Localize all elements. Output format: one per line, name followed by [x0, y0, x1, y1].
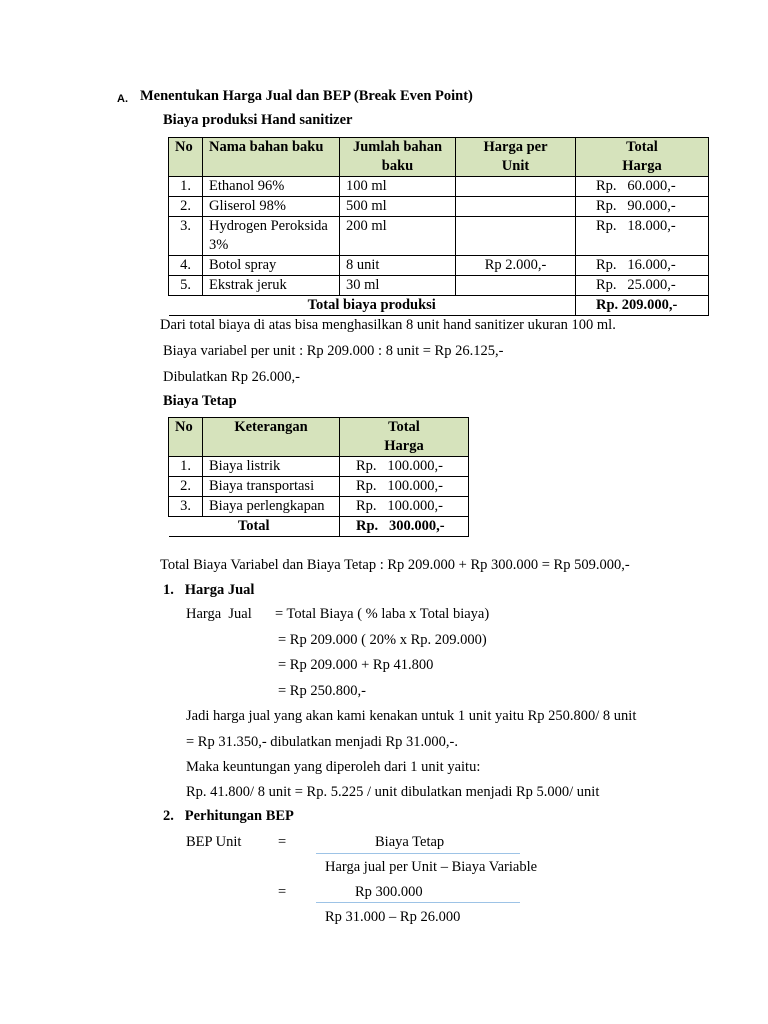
cell-price: Rp 2.000,- [456, 256, 576, 276]
section-title: Menentukan Harga Jual dan BEP (Break Even Point) [140, 88, 473, 104]
cell-name: Hydrogen Peroksida 3% [203, 217, 340, 256]
cell-desc: Biaya listrik [203, 457, 340, 477]
cell-desc: Biaya perlengkapan [203, 497, 340, 517]
cell-qty: 30 ml [340, 276, 456, 296]
cell-total: Rp. 18.000,- [576, 217, 709, 256]
harga-jual-line1: = Total Biaya ( % laba x Total biaya) [275, 606, 490, 622]
fraction-line-1 [316, 853, 520, 854]
cell-qty: 100 ml [340, 177, 456, 197]
cell-no: 2. [169, 197, 203, 217]
production-heading: Biaya produksi Hand sanitizer [163, 112, 353, 128]
paragraph-output: Dari total biaya di atas bisa menghasilkan 8 unit hand sanitizer ukuran 100 ml. [160, 317, 616, 333]
cell-price [456, 217, 576, 256]
table-row [169, 457, 469, 477]
cell-name: Ekstrak jeruk [203, 276, 340, 296]
col-header-desc: Keterangan [203, 418, 340, 457]
footer-total: Rp. 300.000,- [340, 517, 469, 537]
bep-numerator-1: Biaya Tetap [375, 834, 445, 850]
cell-total: Rp. 100.000,- [340, 477, 469, 497]
table-header-row [169, 138, 709, 177]
table-row [169, 177, 709, 197]
table-footer-row [169, 296, 709, 316]
section-marker: A. [117, 93, 128, 105]
table-header-row [169, 418, 469, 457]
col-header-name: Nama bahan baku [203, 138, 340, 177]
table-row [169, 497, 469, 517]
profit-intro: Maka keuntungan yang diperoleh dari 1 unit yaitu: [186, 759, 481, 775]
table-row [169, 197, 709, 217]
cell-price [456, 177, 576, 197]
cell-qty: 8 unit [340, 256, 456, 276]
cell-name: Gliserol 98% [203, 197, 340, 217]
cell-qty: 200 ml [340, 217, 456, 256]
table-row [169, 256, 709, 276]
footer-total: Rp. 209.000,- [576, 296, 709, 316]
cell-desc: Biaya transportasi [203, 477, 340, 497]
paragraph-rounded: Dibulatkan Rp 26.000,- [163, 369, 300, 385]
table-row [169, 477, 469, 497]
bep-label: BEP Unit [186, 834, 242, 850]
harga-jual-conclusion2: = Rp 31.350,- dibulatkan menjadi Rp 31.000,-. [186, 734, 458, 750]
col-header-price: Harga per Unit [456, 138, 576, 177]
cell-total: Rp. 100.000,- [340, 497, 469, 517]
bep-equals-2: = [278, 884, 287, 900]
cell-total: Rp. 90.000,- [576, 197, 709, 217]
harga-jual-line2: = Rp 209.000 ( 20% x Rp. 209.000) [278, 632, 487, 648]
cell-no: 3. [169, 217, 203, 256]
fraction-line-2 [316, 902, 520, 903]
col-header-no: No [169, 138, 203, 177]
cell-total: Rp. 60.000,- [576, 177, 709, 197]
bep-denominator-2: Rp 31.000 – Rp 26.000 [325, 909, 461, 925]
cell-no: 1. [169, 177, 203, 197]
cell-total: Rp. 16.000,- [576, 256, 709, 276]
footer-label: Total biaya produksi [169, 296, 576, 316]
bep-numerator-2: Rp 300.000 [355, 884, 423, 900]
cell-no: 4. [169, 256, 203, 276]
cell-qty: 500 ml [340, 197, 456, 217]
bep-heading: 2. Perhitungan BEP [163, 808, 294, 824]
col-header-qty: Jumlah bahan baku [340, 138, 456, 177]
harga-jual-heading: 1. Harga Jual [163, 582, 255, 598]
fixed-cost-heading: Biaya Tetap [163, 393, 237, 409]
footer-label: Total [169, 517, 340, 537]
table-row [169, 276, 709, 296]
production-cost-table [168, 137, 709, 316]
fixed-cost-table [168, 417, 469, 537]
cell-total: Rp. 100.000,- [340, 457, 469, 477]
col-header-total: Total Harga [340, 418, 469, 457]
table-row [169, 217, 709, 256]
cell-price [456, 197, 576, 217]
cell-name: Botol spray [203, 256, 340, 276]
col-header-no: No [169, 418, 203, 457]
profit-calc: Rp. 41.800/ 8 unit = Rp. 5.225 / unit dibulatkan menjadi Rp 5.000/ unit [186, 784, 600, 800]
bep-equals-1: = [278, 834, 287, 850]
col-header-total: Total Harga [576, 138, 709, 177]
cell-no: 3. [169, 497, 203, 517]
cell-no: 2. [169, 477, 203, 497]
harga-jual-label: Harga Jual [186, 606, 252, 622]
paragraph-variable-cost: Biaya variabel per unit : Rp 209.000 : 8 unit = Rp 26.125,- [163, 343, 504, 359]
bep-denominator-1: Harga jual per Unit – Biaya Variable [325, 859, 538, 875]
harga-jual-conclusion1: Jadi harga jual yang akan kami kenakan untuk 1 unit yaitu Rp 250.800/ 8 unit [186, 708, 637, 724]
harga-jual-line4: = Rp 250.800,- [278, 683, 366, 699]
cell-no: 5. [169, 276, 203, 296]
cell-no: 1. [169, 457, 203, 477]
total-cost-line: Total Biaya Variabel dan Biaya Tetap : Rp 209.000 + Rp 300.000 = Rp 509.000,- [160, 557, 630, 573]
harga-jual-line3: = Rp 209.000 + Rp 41.800 [278, 657, 434, 673]
cell-price [456, 276, 576, 296]
table-footer-row [169, 517, 469, 537]
cell-total: Rp. 25.000,- [576, 276, 709, 296]
cell-name: Ethanol 96% [203, 177, 340, 197]
